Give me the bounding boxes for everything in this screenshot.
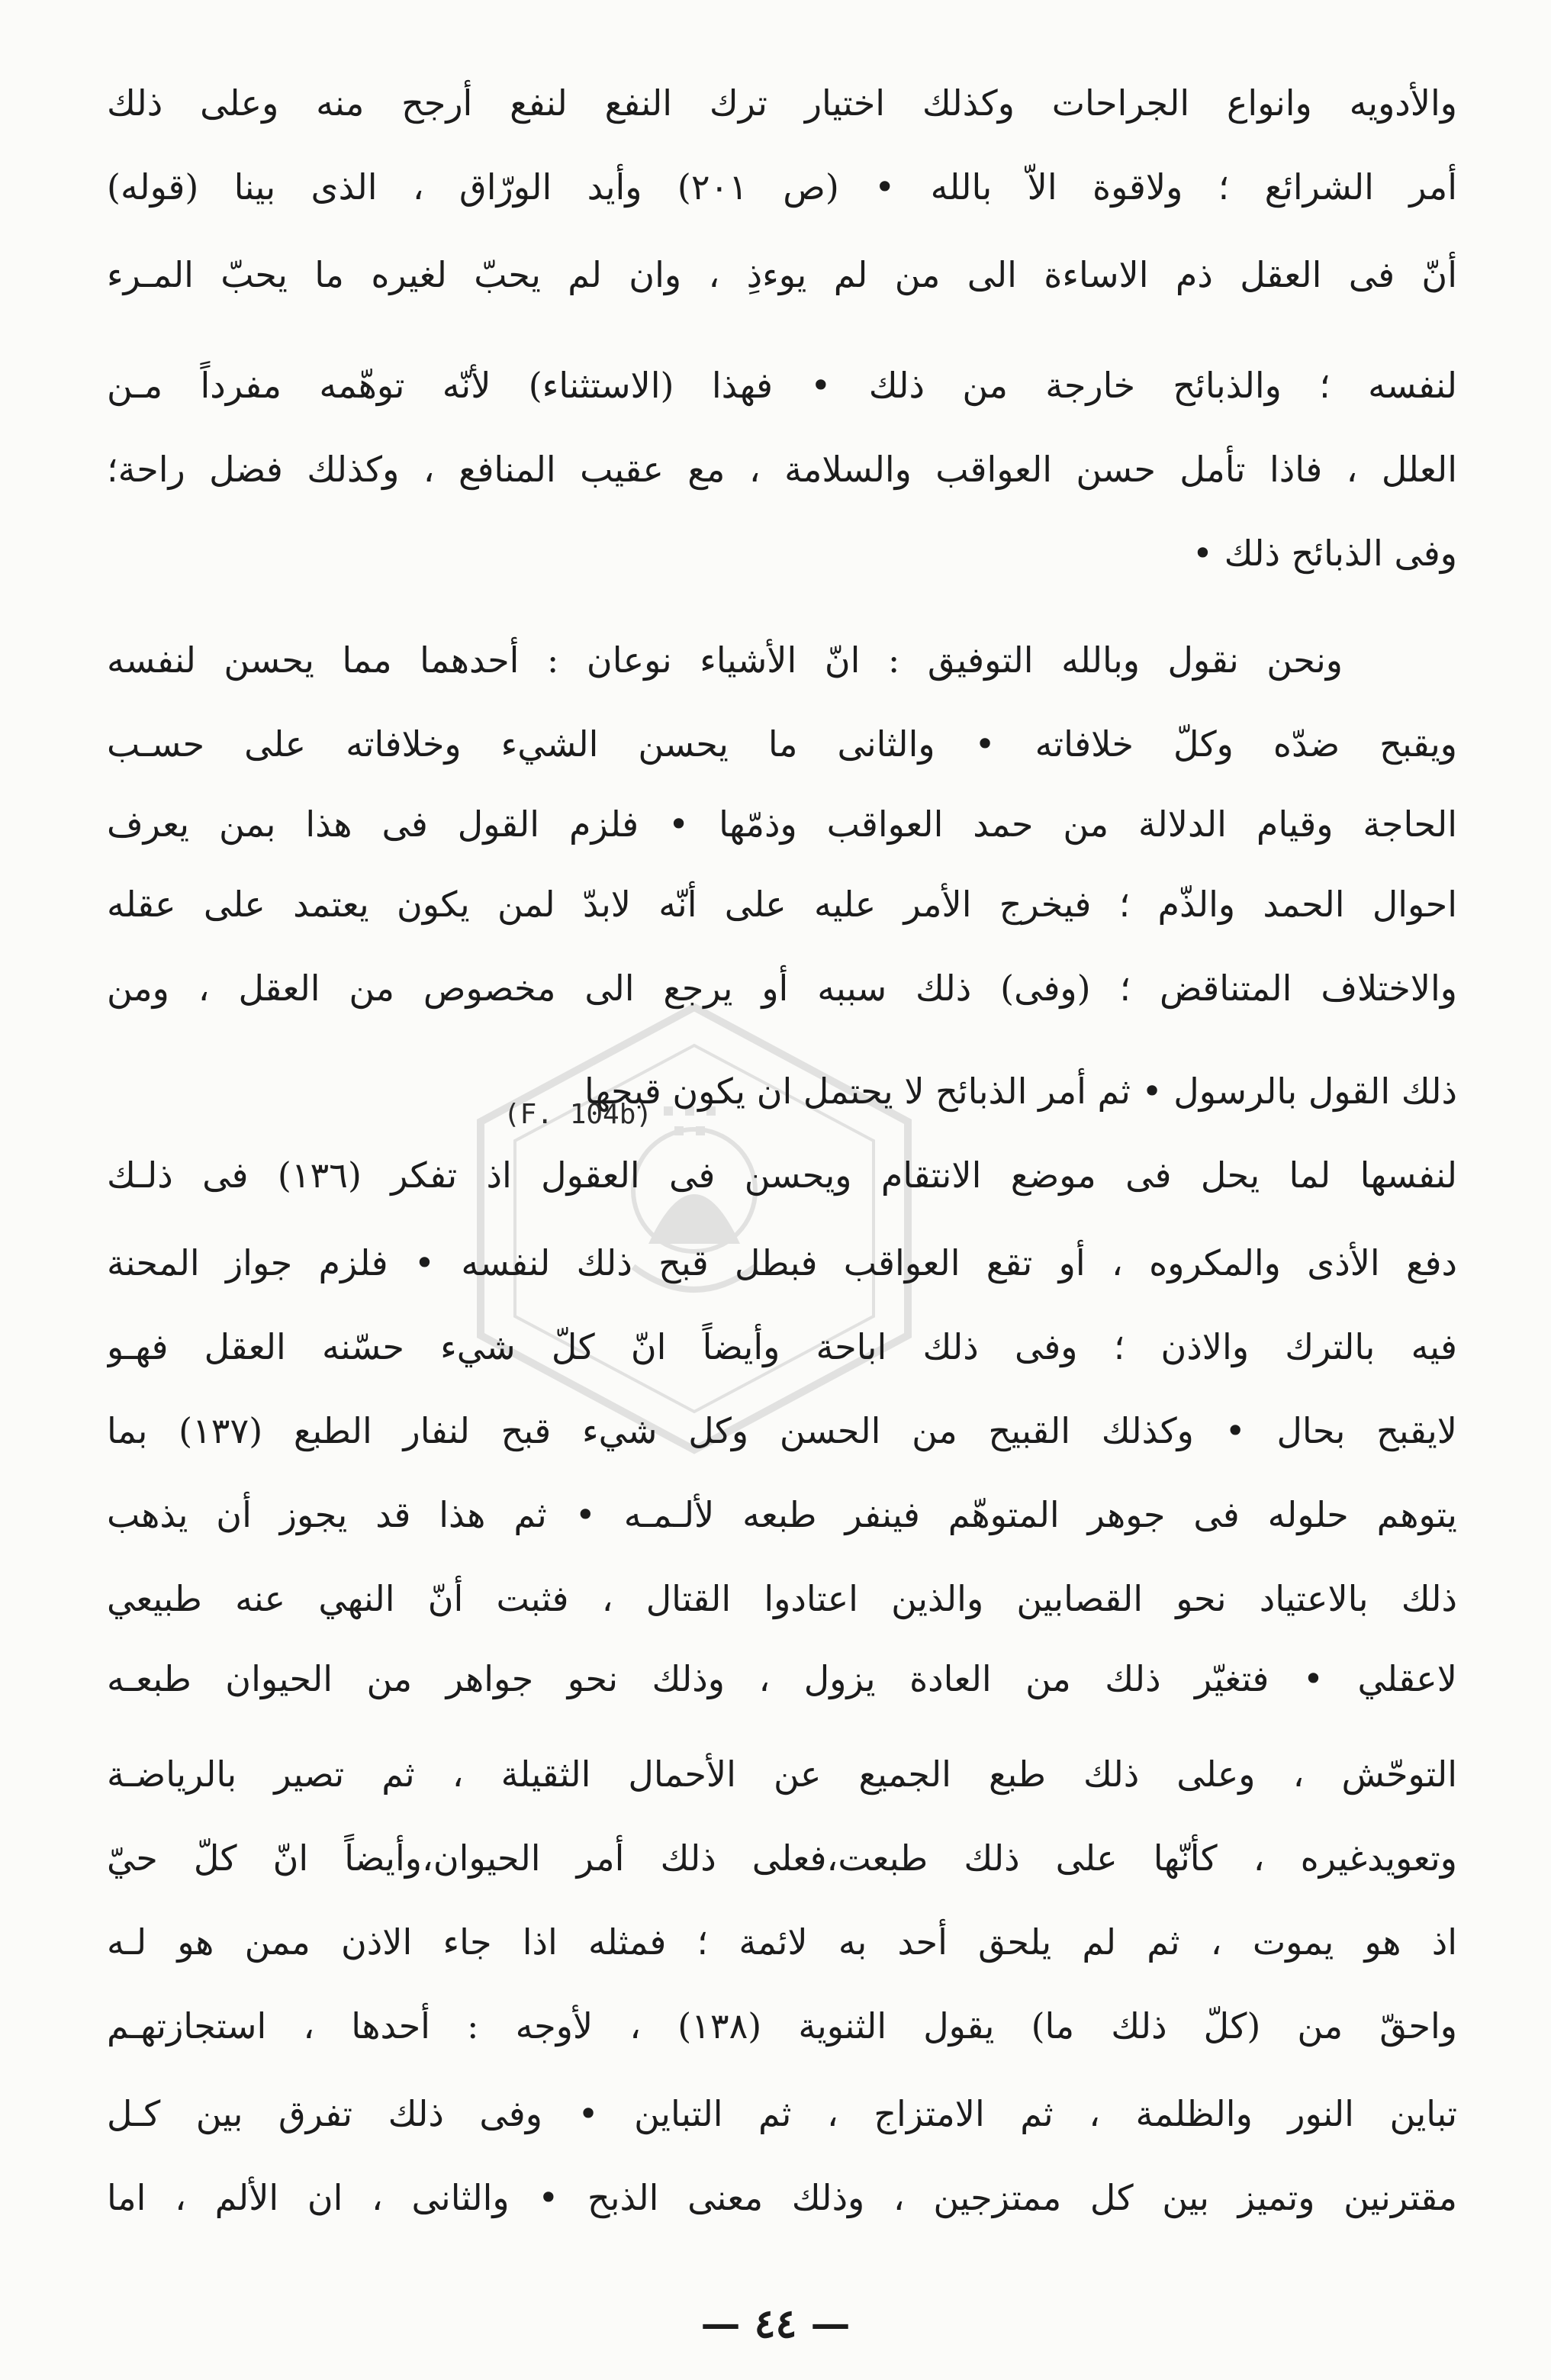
text-line-9: الحاجة وقيام الدلالة من حمد العواقب وذمّها • فلزم القول فى هذا بمن يعرف xyxy=(107,804,1457,845)
body-text xyxy=(107,0,1457,2289)
text-line-23: واحقّ من (كلّ ذلك ما) يقول الثنوية (١٣٨) ، لأوجه : أحدها ، استجازتهـم xyxy=(107,2005,1457,2047)
text-line-11: والاختلاف المتناقض ؛ (وفى) ذلك سببه أو يرجع الى مخصوص من العقل ، ومن xyxy=(107,968,1457,1009)
text-line-10: احوال الحمد والذّم ؛ فيخرج الأمر عليه على أنّه لابدّ لمن يكون يعتمد على عقله xyxy=(107,884,1457,925)
text-line-1: والأدويه وانواع الجراحات وكذلك اختيار ترك النفع لنفع أرجح منه وعلى ذلك xyxy=(107,82,1457,124)
text-line-2: أمر الشرائع ؛ ولاقوة الاّ بالله • (ص ٢٠١) وأيد الورّاق ، الذى بينا (قوله) xyxy=(107,166,1457,208)
text-line-24: تباين النور والظلمة ، ثم الامتزاج ، ثم التباين • وفى ذلك تفرق بين كـل xyxy=(107,2093,1457,2134)
text-line-18: ذلك بالاعتياد نحو القصابين والذين اعتادوا القتال ، فثبت أنّ النهي عنه طبيعي xyxy=(107,1578,1457,1619)
text-line-15: فيه بالترك والاذن ؛ وفى ذلك اباحة وأيضاً انّ كلّ شيء حسّنه العقل فهـو xyxy=(107,1326,1457,1367)
text-line-19: لاعقلي • فتغيّر ذلك من العادة يزول ، وذلك نحو جواهر من الحيوان طبعـه xyxy=(107,1658,1457,1699)
text-line-22: اذ هو يموت ، ثم لم يلحق أحد به لائمة ؛ فمثله اذا جاء الاذن ممن هو لـه xyxy=(107,1921,1457,1963)
text-line-3: أنّ فى العقل ذم الاساءة الى من لم يوءذِ ، وان لم يحبّ لغيره ما يحبّ المـرء xyxy=(107,254,1457,295)
text-line-20: التوحّش ، وعلى ذلك طبع الجميع عن الأحمال الثقيلة ، ثم تصير بالرياضـة xyxy=(107,1754,1457,1795)
text-line-7: ونحن نقول وبالله التوفيق : انّ الأشياء نوعان : أحدهما مما يحسن لنفسه xyxy=(107,639,1343,681)
text-line-14: دفع الأذى والمكروه ، أو تقع العواقب فبطل قبح ذلك لنفسه • فلزم جواز المحنة xyxy=(107,1242,1457,1283)
page-number: — ٤٤ — xyxy=(700,2301,851,2347)
text-line-16: لايقبح بحال • وكذلك القبيح من الحسن وكل شيء قبح لنفار الطبع (١٣٧) بما xyxy=(107,1410,1457,1451)
text-line-5: العلل ، فاذا تأمل حسن العواقب والسلامة ، مع عقيب المنافع ، وكذلك فضل راحة؛ xyxy=(107,449,1457,490)
folio-marker: (F. 104b) xyxy=(504,1099,653,1130)
text-line-6: وفى الذبائح ذلك • xyxy=(1192,533,1457,574)
text-line-8: ويقبح ضدّه وكلّ خلافاته • والثانى ما يحسن الشيء وخلافاته على حسـب xyxy=(107,723,1457,765)
text-line-13: لنفسها لما يحل فى موضع الانتقام ويحسن فى العقول اذ تفكر (١٣٦) فى ذلـك xyxy=(107,1155,1457,1196)
text-line-12: ذلك القول بالرسول • ثم أمر الذبائح لا يحتمل ان يكون قبحها xyxy=(584,1071,1457,1112)
text-line-4: لنفسه ؛ والذبائح خارجة من ذلك • فهذا (الاستثناء) لأنّه توهّمه مفرداً مـن xyxy=(107,365,1457,406)
text-line-25: مقترنين وتميز بين كل ممتزجين ، وذلك معنى الذبح • والثانى ، ان الألم ، اما xyxy=(107,2177,1457,2218)
text-line-17: يتوهم حلوله فى جوهر المتوهّم فينفر طبعه لألـمـه • ثم هذا قد يجوز أن يذهب xyxy=(107,1494,1457,1535)
text-line-21: وتعويدغيره ، كأنّها على ذلك طبعت،فعلى ذلك أمر الحيوان،وأيضاً انّ كلّ حيّ xyxy=(107,1837,1457,1879)
